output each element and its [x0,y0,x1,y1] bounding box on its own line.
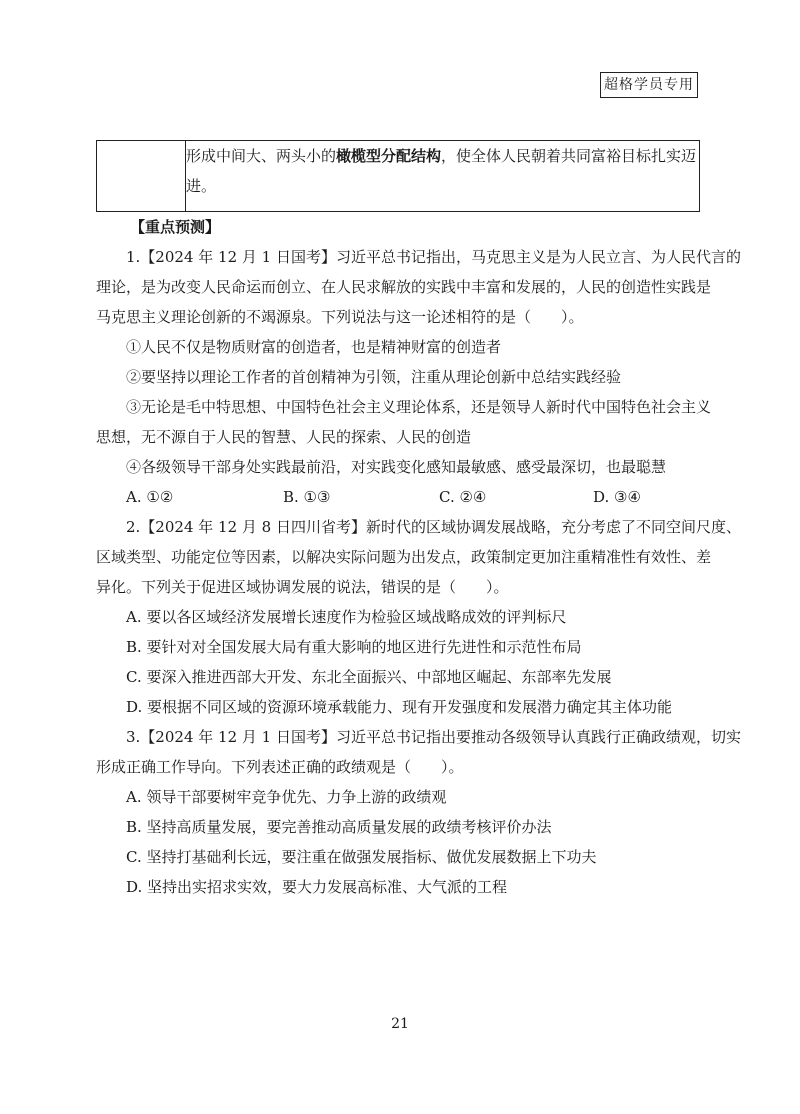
q2-option-b: B. 要针对对全国发展大局有重大影响的地区进行先进性和示范性布局 [126,638,582,656]
q1-option-d: D. ③④ [593,488,641,506]
q1-statement-3: ③无论是毛中特思想、中国特色社会主义理论体系，还是领导人新时代中国特色社会主义 [126,398,712,416]
q1-statement-3-cont: 思想，无不源自于人民的智慧、人民的探索、人民的创造 [96,428,472,446]
q2-stem-line: 异化。下列关于促进区域协调发展的说法，错误的是（ ）。 [96,578,509,596]
q2-option-c: C. 要深入推进西部大开发、东北全面振兴、中部地区崛起、东部率先发展 [126,668,612,686]
q3-stem-line: 形成正确工作导向。下列表述正确的政绩观是（ ）。 [96,758,464,776]
q2-stem-line: 区域类型、功能定位等因素，以解决实际问题为出发点，政策制定更加注重精准性有效性、差 [96,548,712,566]
q3-option-c: C. 坚持打基础利长远，要注重在做强发展指标、做优发展数据上下功夫 [126,848,597,866]
table-text-part1: 形成中间大、两头小的 [186,147,337,165]
q1-statement-2: ②要坚持以理论工作者的首创精神为引领，注重从理论创新中总结实践经验 [126,368,622,386]
exclusive-badge: 超格学员专用 [600,72,698,98]
q2-option-d: D. 要根据不同区域的资源环境承载能力、现有开发强度和发展潜力确定其主体功能 [126,698,673,716]
q2-stem-line: 2.【2024 年 12 月 8 日四川省考】新时代的区域协调发展战略，充分考虑了不同空间尺度、 [126,518,741,536]
q2-option-a: A. 要以各区域经济发展增长速度作为检验区域战略成效的评判标尺 [126,608,567,626]
q1-stem-line: 马克思主义理论创新的不竭源泉。下列说法与这一论述相符的是（ ）。 [96,308,584,326]
table-text-line2: 进。 [186,177,217,195]
page-number: 21 [391,1016,409,1032]
table-label-cell [97,141,186,212]
main-content [96,212,741,902]
q1-statement-1: ①人民不仅是物质财富的创造者，也是精神财富的创造者 [126,338,502,356]
q1-option-b: B. ①③ [283,488,331,506]
q1-option-c: C. ②④ [439,488,487,506]
q3-option-d: D. 坚持出实招求实效，要大力发展高标准、大气派的工程 [126,878,508,896]
q1-statement-4: ④各级领导干部身处实践最前沿，对实践变化感知最敏感、感受最深切，也最聪慧 [126,458,667,476]
q1-option-a: A. ①② [126,488,174,506]
q3-stem-line: 3.【2024 年 12 月 1 日国考】习近平总书记指出要推动各级领导认真践行正确政绩观，切实 [126,728,741,746]
q3-option-b: B. 坚持高质量发展，要完善推动高质量发展的政绩考核评价办法 [126,818,552,836]
table-text-bold: 橄榄型分配结构 [336,147,442,165]
table-text-part2: ，使全体人民朝着共同富裕目标扎实迈 [441,147,697,165]
q1-options [96,482,702,512]
q3-option-a: A. 领导干部要树牢竞争优先、力争上游的政绩观 [126,788,447,806]
table-content-cell [186,141,700,212]
section-title: 【重点预测】 [130,218,221,236]
summary-table [96,140,700,212]
q1-stem-line: 1.【2024 年 12 月 1 日国考】习近平总书记指出，马克思主义是为人民立言、为人民代言的 [126,248,741,266]
q1-stem-line: 理论，是为改变人民命运而创立、在人民求解放的实践中丰富和发展的，人民的创造性实践是 [96,278,712,296]
